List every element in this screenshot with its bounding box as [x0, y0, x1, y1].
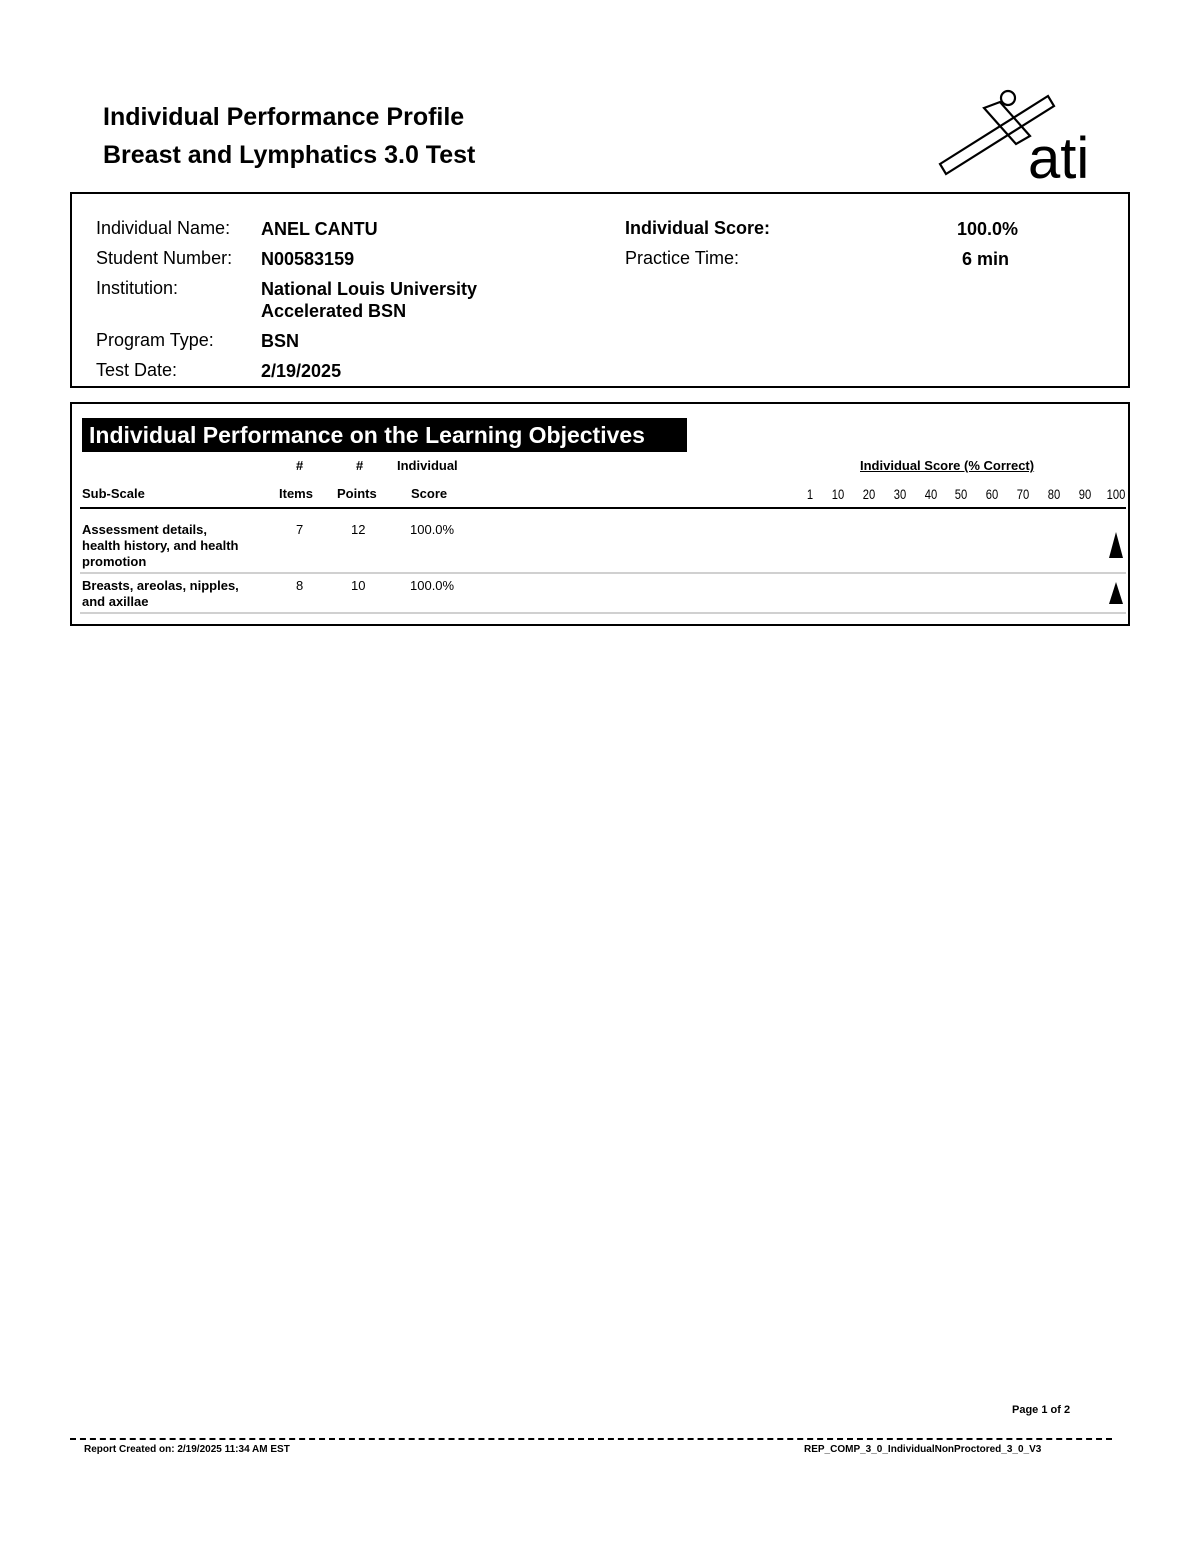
institution-value-line1: National Louis University: [261, 279, 478, 299]
header-divider: [80, 507, 1126, 509]
scale-tick-label: 100: [1106, 486, 1126, 502]
student-number-value: N00583159: [261, 249, 355, 269]
items-cell: 8: [296, 578, 304, 593]
scale-tick-label: 80: [1047, 486, 1061, 502]
sub-scale-header: Sub-Scale: [82, 486, 145, 501]
sub-scale-cell: [82, 578, 272, 610]
sub-scale-cell: [82, 522, 272, 570]
score-chart-title: Individual Score (% Correct): [860, 458, 1035, 473]
sub-scale-line: health history, and health: [82, 538, 239, 553]
score-marker: [1109, 532, 1123, 558]
learning-objectives-panel: [70, 402, 1130, 626]
practice-time-value: 6 min: [962, 249, 1010, 269]
page-number: Page 1 of 2: [1012, 1404, 1071, 1416]
scale-tick-label: 30: [893, 486, 906, 502]
section-title: Individual Performance on the Learning Objectives: [82, 418, 687, 452]
practice-time-label: Practice Time:: [625, 248, 740, 268]
items-header: Items: [279, 486, 313, 501]
scale-tick-label: 1: [806, 486, 814, 502]
report-created: Report Created on: 2/19/2025 11:34 AM EST: [84, 1444, 290, 1455]
individual-header: Individual: [397, 458, 458, 473]
row-divider: [80, 612, 1126, 614]
scale-tick-label: 10: [831, 486, 845, 502]
points-hash-header: #: [356, 458, 364, 473]
logo-text: ati: [1028, 126, 1090, 184]
items-hash-header: #: [296, 458, 304, 473]
scale-tick-label: 20: [862, 486, 875, 502]
institution-label: Institution:: [96, 278, 179, 298]
individual-name-value: ANEL CANTU: [261, 219, 378, 239]
sub-scale-line: and axillae: [82, 594, 149, 609]
test-date-label: Test Date:: [96, 360, 178, 380]
individual-score-label: Individual Score:: [625, 218, 771, 238]
institution-value-line2: Accelerated BSN: [261, 301, 407, 321]
points-cell: 12: [351, 522, 366, 537]
individual-name-label: Individual Name:: [96, 218, 231, 238]
score-marker: [1109, 582, 1123, 604]
report-code: REP_COMP_3_0_IndividualNonProctored_3_0_V3: [804, 1444, 1042, 1455]
test-title: Breast and Lymphatics 3.0 Test: [103, 141, 476, 169]
program-type-label: Program Type:: [96, 330, 214, 350]
page-title: Individual Performance Profile: [103, 103, 465, 131]
points-header: Points: [337, 486, 377, 501]
scale-tick-label: 40: [924, 486, 937, 502]
row-divider: [80, 572, 1126, 574]
ati-logo: [936, 86, 1106, 184]
items-cell: 7: [296, 522, 304, 537]
scale-tick-label: 70: [1017, 486, 1030, 502]
scale-tick-label: 60: [986, 486, 999, 502]
score-cell: 100.0%: [410, 522, 455, 537]
individual-score-value: 100.0%: [957, 219, 1019, 239]
score-header: Score: [411, 486, 448, 501]
score-cell: 100.0%: [410, 578, 455, 593]
sub-scale-line: promotion: [82, 554, 147, 569]
scale-tick-label: 50: [955, 486, 968, 502]
sub-scale-line: Assessment details,: [82, 522, 208, 537]
scale-tick-label: 90: [1078, 486, 1092, 502]
student-info-panel: [70, 192, 1130, 388]
sub-scale-line: Breasts, areolas, nipples,: [82, 578, 239, 593]
program-type-value: BSN: [261, 331, 300, 351]
test-date-value: 2/19/2025: [261, 361, 342, 381]
footer-divider: [70, 1438, 1112, 1440]
points-cell: 10: [351, 578, 366, 593]
student-number-label: Student Number:: [96, 248, 233, 268]
